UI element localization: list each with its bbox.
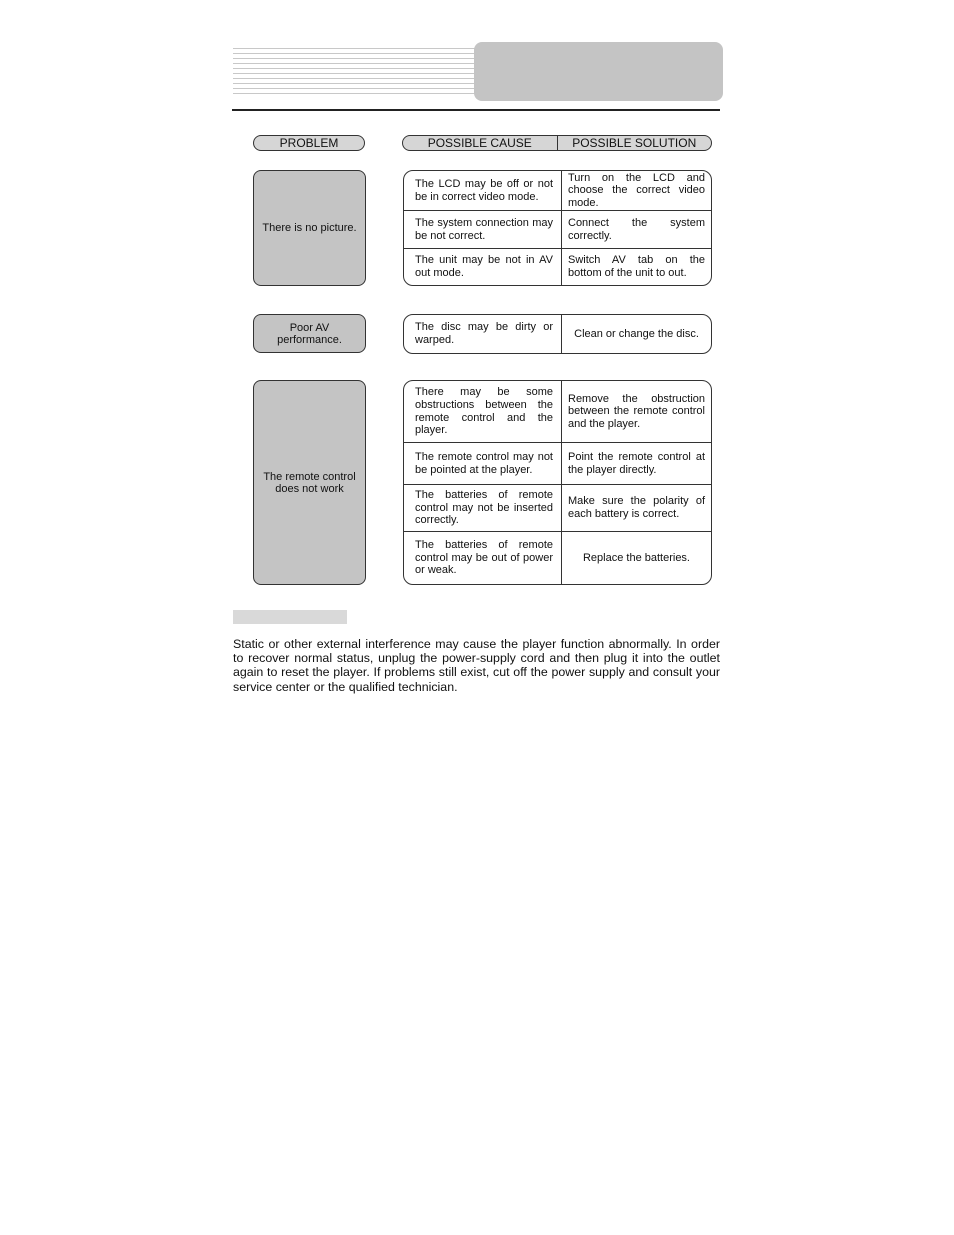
note-paragraph: Static or other external interference may cause the player function abnormally. In order to recover normal status, unplug the power-supply cord and then plug it into the outlet again to reset the player. If problems still exist, cut off the power supply and consult your service center or the qualified technician.	[233, 637, 720, 694]
table-remote	[403, 380, 712, 585]
cause-cell: The disc may be dirty or warped.	[404, 315, 562, 353]
table-row	[404, 531, 711, 584]
solution-cell: Switch AV tab on the bottom of the unit to out.	[568, 254, 705, 279]
problem-no-picture: There is no picture.	[253, 170, 366, 286]
solution-cell: Replace the batteries.	[582, 551, 690, 564]
table-row	[404, 484, 711, 531]
problem-remote: The remote control does not work	[253, 380, 366, 585]
cause-cell: The unit may be not in AV out mode.	[404, 249, 562, 285]
solution-cell: Clean or change the disc.	[574, 327, 699, 340]
header-rule	[232, 109, 720, 111]
cause-cell: There may be some obstructions between the remote control and the player.	[404, 381, 562, 442]
table-row	[404, 442, 711, 484]
header-tab	[474, 42, 723, 101]
solution-header: POSSIBLE SOLUTION	[572, 136, 697, 150]
table-row	[404, 210, 711, 248]
solution-cell: Turn on the LCD and choose the correct video mode.	[568, 171, 705, 209]
table-row	[404, 248, 711, 285]
cause-cell: The batteries of remote control may not be inserted correctly.	[404, 485, 562, 531]
cause-cell: The batteries of remote control may be out of power or weak.	[404, 532, 562, 584]
table-row	[404, 171, 711, 210]
solution-cell: Make sure the polarity of each battery is correct.	[568, 495, 705, 520]
solution-cell: Remove the obstruction between the remote control and the player.	[568, 392, 705, 430]
solution-cell: Connect the system correctly.	[568, 216, 705, 242]
problem-poor-av: Poor AV performance.	[253, 314, 366, 353]
solution-cell: Point the remote control at the player directly.	[568, 450, 705, 476]
cause-cell: The LCD may be off or not be in correct video mode.	[404, 171, 562, 210]
cause-cell: The system connection may be not correct.	[404, 211, 562, 248]
cause-cell: The remote control may not be pointed at the player.	[404, 443, 562, 484]
table-no-picture	[403, 170, 712, 286]
header-stripes	[233, 48, 478, 94]
cause-header: POSSIBLE CAUSE	[403, 136, 558, 150]
table-row	[404, 315, 711, 353]
problem-header: PROBLEM	[253, 135, 365, 151]
note-heading-bar	[233, 610, 347, 624]
table-row	[404, 381, 711, 442]
table-poor-av	[403, 314, 712, 354]
cause-solution-header	[402, 135, 712, 151]
